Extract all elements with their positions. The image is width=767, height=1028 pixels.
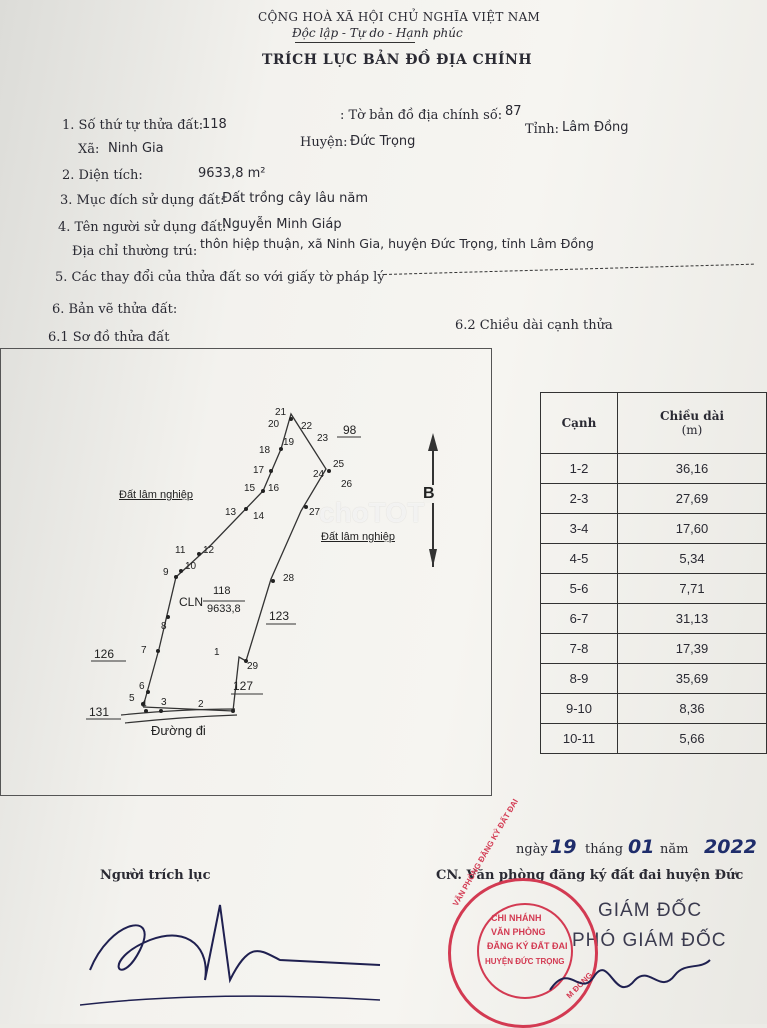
- table-row: [541, 604, 767, 634]
- parcel-no-value: 118: [202, 117, 227, 132]
- edge-cell: 8-9: [541, 664, 618, 694]
- vertex-label-28: 28: [283, 573, 295, 584]
- vertex-label-10: 10: [185, 561, 197, 572]
- vertex-label-1: 1: [214, 647, 220, 658]
- north-label: B: [423, 485, 435, 502]
- vertex-label-25: 25: [333, 459, 345, 470]
- country-header: CỘNG HOÀ XÃ HỘI CHỦ NGHĨA VIỆT NAM: [258, 10, 541, 24]
- vertex-label-27: 27: [309, 507, 321, 518]
- drawing-label: 6. Bản vẽ thửa đất:: [52, 302, 178, 317]
- owner-label: 4. Tên người sử dụng đất:: [58, 220, 227, 235]
- date-month: 01: [628, 836, 655, 858]
- vertex-label-13: 13: [225, 507, 237, 518]
- date-prefix: ngày: [516, 842, 548, 857]
- edge-cell: 3-4: [541, 514, 618, 544]
- forest-land-label-1: Đất lâm nghiệp: [119, 489, 193, 501]
- vertex-label-2: 2: [198, 699, 204, 710]
- table-row: [541, 634, 767, 664]
- table-row: [541, 664, 767, 694]
- vertex-label-8: 8: [161, 621, 167, 632]
- vertex-11: [197, 552, 201, 556]
- edge-cell: 7-8: [541, 634, 618, 664]
- stamp-line-3: ĐĂNG KÝ ĐẤT ĐAI: [487, 941, 568, 951]
- parcel-number: 118: [213, 585, 231, 597]
- vertex-27: [304, 505, 308, 509]
- address-value: thôn hiệp thuận, xã Ninh Gia, huyện Đức Trọng, tỉnh Lâm Đồng: [200, 236, 594, 251]
- table-row: [541, 724, 767, 754]
- director-title: GIÁM ĐỐC: [598, 900, 703, 921]
- road-label: Đường đi: [151, 723, 206, 738]
- col-edge-header: Cạnh: [541, 393, 618, 454]
- changes-label: 5. Các thay đổi của thửa đất so với giấy tờ pháp lý: [55, 270, 385, 285]
- vertex-2: [231, 709, 235, 713]
- stamp-ring-text: VĂN PHÒNG ĐĂNG KÝ ĐẤT ĐAI: [451, 797, 521, 908]
- watermark: choTOT: [319, 497, 425, 528]
- vertex-label-17: 17: [253, 465, 265, 476]
- year-label: năm: [660, 842, 689, 857]
- vertex-label-15: 15: [244, 483, 256, 494]
- vertex-label-12: 12: [203, 545, 215, 556]
- neighbor-123: 123: [269, 609, 290, 623]
- vertex-label-14: 14: [253, 511, 265, 522]
- date-year: 2022: [704, 836, 757, 858]
- vertex-label-18: 18: [259, 445, 271, 456]
- purpose-value: Đất trồng cây lâu năm: [222, 191, 369, 206]
- vertex-label-29: 29: [247, 661, 259, 672]
- vertex-label-11: 11: [175, 545, 186, 556]
- length-cell: 5,34: [618, 544, 767, 574]
- table-row: [541, 694, 767, 724]
- vertex-10: [179, 569, 183, 573]
- vertex-label-6: 6: [139, 681, 145, 692]
- table-row: [541, 574, 767, 604]
- vertex-7: [156, 649, 160, 653]
- vertex-24: [327, 469, 331, 473]
- area-value: 9633,8 m²: [198, 166, 266, 181]
- edge-cell: 1-2: [541, 454, 618, 484]
- parcel-code: CLN: [179, 595, 204, 609]
- stamp-line-4: HUYỆN ĐỨC TRỌNG: [485, 957, 565, 966]
- table-row: [541, 484, 767, 514]
- map-sheet-value: 87: [505, 104, 522, 119]
- motto: Độc lập - Tự do - Hạnh phúc: [292, 26, 463, 40]
- province-value: Lâm Đồng: [562, 120, 629, 135]
- document-title: TRÍCH LỤC BẢN ĐỒ ĐỊA CHÍNH: [262, 52, 533, 68]
- stamp-ring-text-2: M ĐỒNG: [564, 970, 595, 1001]
- edge-cell: 5-6: [541, 574, 618, 604]
- owner-value: Nguyễn Minh Giáp: [222, 217, 342, 232]
- forest-land-label-2: Đất lâm nghiệp: [321, 531, 395, 543]
- vertex-13: [244, 507, 248, 511]
- vertex-label-16: 16: [268, 483, 280, 494]
- vertex-6: [146, 690, 150, 694]
- vertex-label-19: 19: [283, 437, 295, 448]
- parcel-area: 9633,8: [207, 603, 241, 615]
- month-label: tháng: [585, 842, 624, 857]
- province-label: Tỉnh:: [525, 122, 559, 137]
- motto-underline: [295, 42, 415, 43]
- map-sheet-label: : Tờ bản đồ địa chính số:: [340, 108, 503, 123]
- length-cell: 17,60: [618, 514, 767, 544]
- edge-length-table: [540, 392, 767, 754]
- vertex-9: [174, 575, 178, 579]
- vertex-8: [166, 615, 170, 619]
- vertex-28: [271, 579, 275, 583]
- vertex-label-5: 5: [129, 693, 135, 704]
- length-cell: 7,71: [618, 574, 767, 604]
- vertex-20: [289, 417, 293, 421]
- stamp-line-1: CHI NHÁNH: [491, 913, 542, 923]
- edge-cell: 2-3: [541, 484, 618, 514]
- length-cell: 31,13: [618, 604, 767, 634]
- road-line-2: [125, 715, 237, 723]
- vertex-15: [261, 489, 265, 493]
- commune-value: Ninh Gia: [108, 141, 164, 156]
- neighbor-131: 131: [89, 705, 110, 719]
- vertex-label-21: 21: [275, 407, 287, 418]
- stamp-line-2: VĂN PHÒNG: [491, 927, 546, 937]
- table-row: [541, 454, 767, 484]
- edge-cell: 4-5: [541, 544, 618, 574]
- vertex-label-22: 22: [301, 421, 313, 432]
- deputy-title: PHÓ GIÁM ĐỐC: [572, 930, 727, 951]
- extractor-signature: [80, 880, 400, 1020]
- vertex-label-4: 4: [141, 699, 147, 710]
- district-label: Huyện:: [300, 135, 348, 150]
- sketch-label: 6.1 Sơ đồ thửa đất: [48, 330, 170, 345]
- district-value: Đức Trọng: [350, 134, 416, 149]
- north-arrow-tail: [429, 549, 437, 567]
- neighbor-98: 98: [343, 423, 357, 437]
- extractor-title: Người trích lục: [100, 868, 211, 883]
- vertex-label-26: 26: [341, 479, 353, 490]
- edges-label: 6.2 Chiều dài cạnh thửa: [455, 318, 613, 333]
- length-cell: 8,36: [618, 694, 767, 724]
- length-cell: 27,69: [618, 484, 767, 514]
- length-cell: 35,69: [618, 664, 767, 694]
- length-cell: 5,66: [618, 724, 767, 754]
- col-length-header: Chiều dài (m): [618, 393, 767, 454]
- vertex-3: [159, 709, 163, 713]
- neighbor-127: 127: [233, 679, 254, 693]
- vertex-label-24: 24: [313, 469, 325, 480]
- purpose-label: 3. Mục đích sử dụng đất:: [60, 193, 225, 208]
- table-row: [541, 514, 767, 544]
- table-row: [541, 544, 767, 574]
- address-label: Địa chỉ thường trú:: [72, 244, 198, 259]
- north-arrow-head: [428, 433, 438, 451]
- vertex-label-9: 9: [163, 567, 169, 578]
- commune-label: Xã:: [78, 142, 100, 157]
- vertex-dots: [141, 417, 331, 713]
- office-title: CN. Văn phòng đăng ký đất đai huyện Đức: [436, 868, 744, 883]
- vertex-label-23: 23: [317, 433, 329, 444]
- length-cell: 17,39: [618, 634, 767, 664]
- vertex-17: [269, 469, 273, 473]
- director-signature: [540, 950, 720, 1020]
- vertex-label-3: 3: [161, 697, 167, 708]
- neighbor-126: 126: [94, 647, 115, 661]
- parcel-sketch-box: [0, 348, 492, 796]
- area-label: 2. Diện tích:: [62, 168, 143, 183]
- parcel-sketch-svg: [1, 349, 493, 797]
- parcel-boundary: [143, 414, 329, 711]
- vertex-label-7: 7: [141, 645, 147, 656]
- vertex-label-20: 20: [268, 419, 280, 430]
- length-cell: 36,16: [618, 454, 767, 484]
- edge-cell: 10-11: [541, 724, 618, 754]
- parcel-no-label: 1. Số thứ tự thửa đất:: [62, 118, 204, 133]
- edge-cell: 6-7: [541, 604, 618, 634]
- date-day: 19: [550, 836, 577, 858]
- edge-cell: 9-10: [541, 694, 618, 724]
